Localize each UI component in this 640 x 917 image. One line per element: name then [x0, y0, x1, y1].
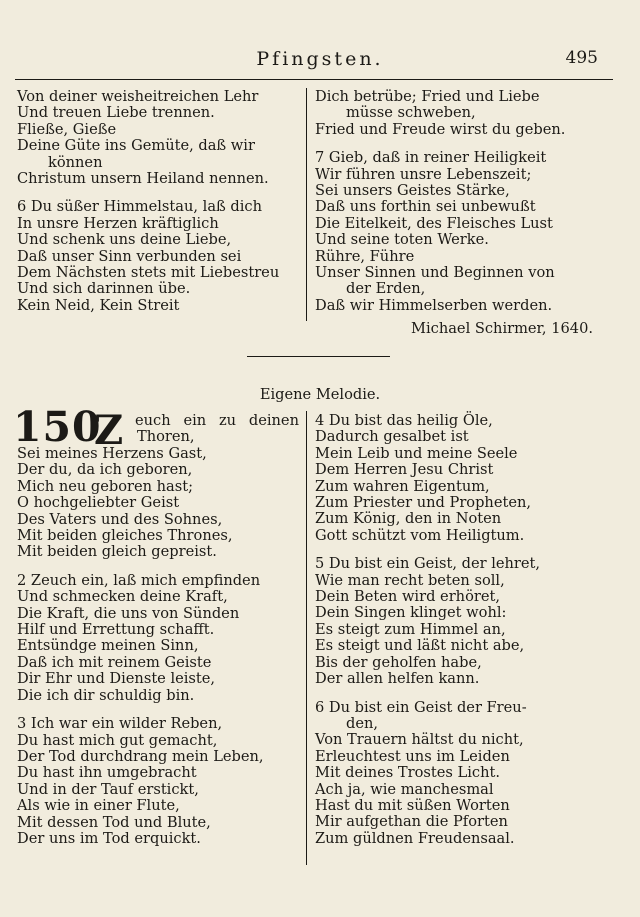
- verse-line: Und treuen Liebe trennen.: [17, 104, 215, 122]
- section-title: Pfingsten.: [256, 48, 384, 70]
- verse-line: Der allen helfen kann.: [315, 670, 480, 688]
- verse-line: 6 Du süßer Himmelstau, laß dich: [17, 198, 262, 216]
- verse-line: Entsündge meinen Sinn,: [17, 637, 199, 655]
- top-left-column: [17, 89, 302, 314]
- verse-line: Es steigt zum Himmel an,: [315, 620, 506, 638]
- verse-line: Zum wahren Eigentum,: [315, 477, 490, 495]
- verse-line: Des Vaters und des Sohnes,: [17, 510, 223, 528]
- verse-line: müsse schweben,: [346, 104, 476, 122]
- verse-line: Von deiner weisheitreichen Lehr: [17, 88, 259, 105]
- first-line-word: deinen: [248, 412, 299, 429]
- verse-line: Der du, da ich geboren,: [17, 461, 193, 479]
- first-line-word: euch: [135, 412, 171, 429]
- page-number: 495: [565, 48, 598, 68]
- verse-line: Bis der geholfen habe,: [315, 653, 482, 671]
- verse-line: Kein Neid, Kein Streit: [17, 296, 180, 314]
- verse-line: der Erden,: [346, 280, 426, 298]
- verse-line: 7 Gieb, daß in reiner Heiligkeit: [315, 149, 547, 167]
- verse-line: Fried und Freude wirst du geben.: [315, 120, 566, 138]
- verse-line: Zum König, den in Noten: [315, 510, 502, 528]
- verse-line: Und sich darinnen übe.: [17, 280, 191, 298]
- verse-line: Dadurch gesalbet ist: [315, 428, 469, 446]
- verse-line: Fließe, Gieße: [17, 120, 117, 138]
- verse-line: In unsre Herzen kräftiglich: [17, 214, 219, 232]
- verse-line: 6 Du bist ein Geist der Freu-: [315, 698, 527, 716]
- verse-line: Der Tod durchdrang mein Leben,: [17, 747, 264, 765]
- verse-line: 2 Zeuch ein, laß mich empfinden: [17, 571, 261, 589]
- verse-line: Zum güldnen Freudensaal.: [315, 829, 515, 847]
- verse-line: Als wie in einer Flute,: [17, 797, 180, 815]
- verse-line: Mit deines Trostes Licht.: [315, 764, 500, 782]
- verse-line: 5 Du bist ein Geist, der lehret,: [315, 555, 541, 573]
- verse-line: Die Kraft, die uns von Sünden: [17, 604, 240, 622]
- author-credit: Michael Schirmer, 1640.: [411, 320, 593, 338]
- verse-line: Mich neu geboren hast;: [17, 477, 194, 495]
- verse-line: Dein Beten wird erhöret,: [315, 588, 500, 606]
- verse-line: Die Eitelkeit, des Fleisches Lust: [315, 214, 553, 232]
- verse-line: Daß uns forthin sei unbewußt: [315, 198, 536, 216]
- verse-line: Wir führen unsre Lebenszeit;: [315, 165, 532, 183]
- verse-line: Und schenk uns deine Liebe,: [17, 231, 232, 249]
- first-line-word: ein: [183, 412, 207, 429]
- hymn-number: 150: [13, 403, 102, 451]
- verse-line: Unser Sinnen und Beginnen von: [315, 264, 555, 282]
- verse-line: Wie man recht beten soll,: [315, 571, 505, 589]
- verse-line: Hilf und Errettung schafft.: [17, 621, 215, 639]
- hymn-first-lines: [135, 413, 299, 446]
- verse-line: Die ich dir schuldig bin.: [17, 686, 195, 704]
- verse-line: Du hast mich gut gemacht,: [17, 731, 218, 749]
- first-line-word: zu: [218, 412, 237, 429]
- verse-line: 3 Ich war ein wilder Reben,: [17, 715, 223, 733]
- verse-line: Dein Singen klinget wohl:: [315, 604, 507, 622]
- header-rule: [15, 79, 613, 80]
- verse-line: Daß unser Sinn verbunden sei: [17, 247, 242, 265]
- verse-line: Der uns im Tod erquickt.: [17, 829, 201, 847]
- verse-line: können: [48, 153, 103, 171]
- verse-line: Sei unsers Geistes Stärke,: [315, 182, 510, 200]
- verse-line: Dem Nächsten stets mit Liebestreu: [17, 264, 280, 282]
- verse-line: Von Trauern hältst du nicht,: [315, 731, 524, 749]
- verse-line: Mir aufgethan die Pforten: [315, 813, 508, 831]
- verse-line: Christum unsern Heiland nennen.: [17, 170, 269, 188]
- verse-line: O hochgeliebter Geist: [17, 494, 180, 512]
- drop-cap: Z: [94, 407, 124, 454]
- column-rule: [306, 88, 307, 321]
- verse-line: Thoren,: [137, 428, 195, 446]
- verse-line: Erleuchtest uns im Leiden: [315, 747, 510, 765]
- melody-heading: Eigene Melodie.: [259, 386, 381, 403]
- verse-line: Zum Priester und Propheten,: [315, 494, 531, 512]
- bottom-right-column: [315, 413, 597, 847]
- verse-line: Dir Ehr und Dienste leiste,: [17, 670, 216, 688]
- verse-line: Es steigt und läßt nicht abe,: [315, 637, 525, 655]
- verse-line: Und seine toten Werke.: [315, 231, 489, 249]
- verse-line: Du hast ihn umgebracht: [17, 764, 197, 782]
- bottom-left-column: [17, 446, 302, 847]
- verse-line: Mein Leib und meine Seele: [315, 444, 518, 462]
- verse-line: Mit beiden gleiches Thrones,: [17, 527, 233, 545]
- verse-line: Mit dessen Tod und Blute,: [17, 813, 211, 831]
- verse-line: Hast du mit süßen Worten: [315, 796, 510, 814]
- column-rule: [306, 411, 307, 865]
- section-divider: [247, 356, 390, 357]
- verse-line: Mit beiden gleich gepreist.: [17, 543, 217, 561]
- verse-line: Und schmecken deine Kraft,: [17, 588, 228, 606]
- verse-line: Rühre, Führe: [315, 247, 415, 265]
- verse-line: Daß wir Himmelserben werden.: [315, 296, 553, 314]
- verse-line: Und in der Tauf erstickt,: [17, 780, 199, 798]
- verse-line: Daß ich mit reinem Geiste: [17, 653, 212, 671]
- verse-line: Dem Herren Jesu Christ: [315, 461, 494, 479]
- verse-line: Ach ja, wie manchesmal: [315, 780, 494, 798]
- top-right-column: [315, 89, 597, 338]
- verse-line: Deine Güte ins Gemüte, daß wir: [17, 137, 255, 155]
- verse-line: den,: [346, 714, 379, 732]
- verse-line: 4 Du bist das heilig Öle,: [315, 412, 493, 429]
- verse-line: Gott schützt vom Heiligtum.: [315, 526, 525, 544]
- verse-line: Dich betrübe; Fried und Liebe: [315, 88, 540, 105]
- verse-line: Sei meines Herzens Gast,: [17, 445, 207, 462]
